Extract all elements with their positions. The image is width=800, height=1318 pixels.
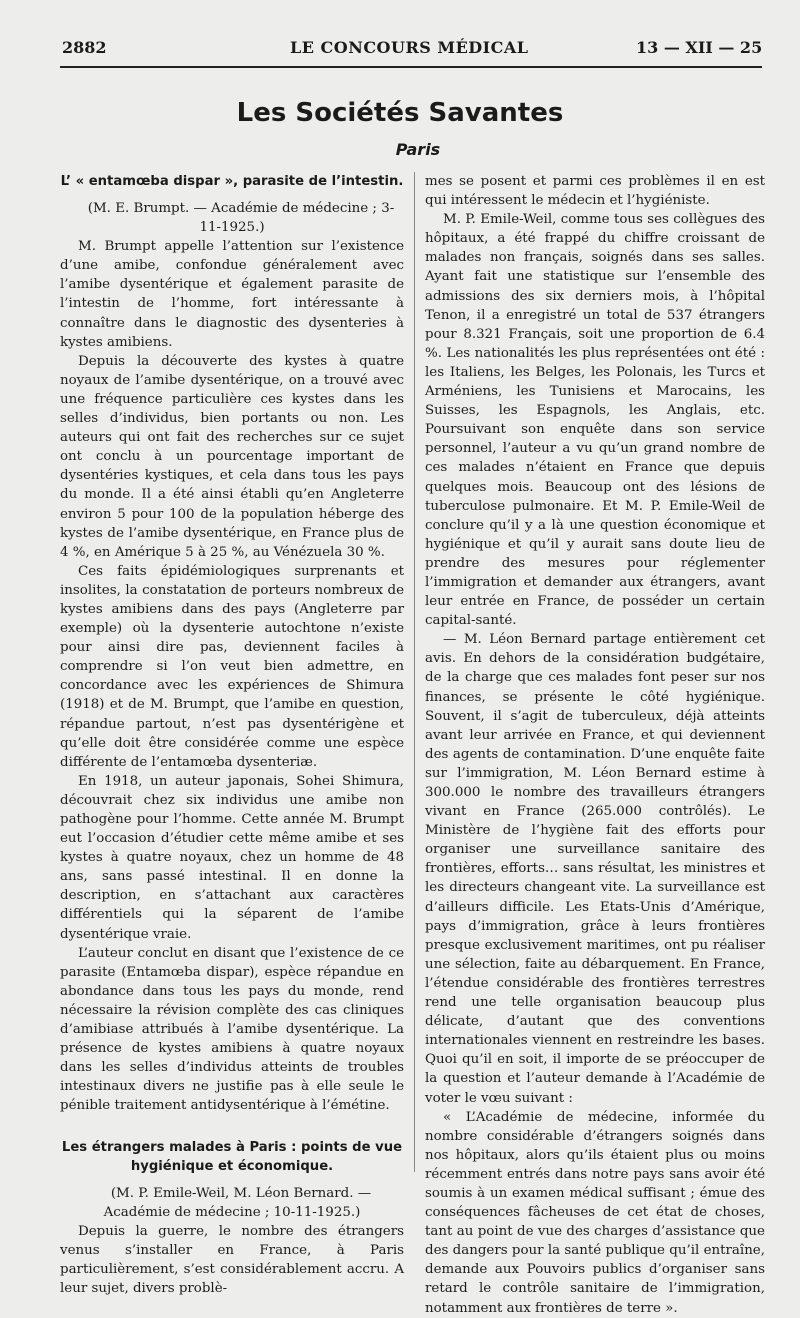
page-number: 2882 — [62, 38, 107, 57]
article-1-title: L’ « entamœba dispar », parasite de l’intestin. — [60, 174, 404, 189]
left-column — [60, 172, 404, 1298]
column-divider — [414, 172, 415, 1172]
article-1-source: (M. E. Brumpt. — Académie de médecine ; 3-11-1925.) — [87, 201, 395, 236]
journal-title: LE CONCOURS MÉDICAL — [290, 38, 529, 57]
article-2-paragraph: — M. Léon Bernard partage entièrement cet avis. En dehors de la considération budgétaire, de la charge que ces malades font peser sur nos finances, se présente le côté hygiénique. Souvent, il s’agit de tuberculeux, déjà atteints avant leur arrivée en France, et qui deviennent des agents de contamination. D’une enquête faite sur l’immigration, M. Léon Bernard estime à 300.000 le nombre des travailleurs étrangers vivant en France (265.000 contrôlés). Le Ministère de l’hygiène fait des efforts pour organiser une surveillance sanitaire des frontières, efforts… sans résultat, les ministres et les directeurs changeant vite. La surveillance est d’ailleurs difficile. Les Etats-Unis d’Amérique, pays d’immigration, grâce à leurs frontières presque exclusivement maritimes, ont pu réaliser une sélection, faite au débarquement. En France, l’étendue considérable des frontières terrestres rend une telle organisation beaucoup plus délicate, d’autant que des conventions internationales viennent en restreindre les bases. Quoi qu’il en soit, il importe de se préoccuper de la question et l’auteur demande à l’Académie de voter le vœu suivant : — [425, 632, 765, 1106]
article-1-paragraph: Depuis la découverte des kystes à quatre noyaux de l’amibe dysentérique, on a trouvé avec une fréquence particulière ces kystes dans les selles d’individus, bien portants ou non. Les auteurs qui ont fait des recherches sur ce sujet ont conclu à un pourcentage important de dysentéries kystiques, et cela dans tous les pays du monde. Il a été ainsi établi qu’en Angleterre environ 5 pour 100 de la population héberge des kystes de l’amibe dysentérique, en France plus de 4 %, en Amérique 5 à 25 %, au Vénézuela 30 %. — [60, 353, 404, 560]
article-2-paragraph: mes se posent et parmi ces problèmes il en est qui intéressent le médecin et l’hygiéniste. — [425, 174, 765, 209]
section-title: Les Sociétés Savantes — [236, 98, 564, 128]
article-2-title: Les étrangers malades à Paris : points de vue hygiénique et économique. — [61, 1139, 403, 1174]
article-gap — [60, 1116, 404, 1138]
article-1-paragraph: Ces faits épidémiologiques surprenants et insolites, la constatation de porteurs nombreux de kystes amibiens dans des pays (Angleterre par exemple) où la dysenterie autochtone n’existe pour ainsi dire pas, deviennent faciles à comprendre si l’on veut bien admettre, en concordance avec les expériences de Shimura (1918) et de M. Brumpt, que l’amibe en question, répandue partout, n’est pas dysentérigène et qu’elle doit être considérée comme une espèce différente de l’entamœba dysenteriæ. — [60, 563, 404, 770]
article-1-paragraph: M. Brumpt appelle l’attention sur l’existence d’une amibe, confondue généralement avec l’amibe dysentérique et également parasite de l’intestin de l’homme, fort intéressante à connaître dans le diagnostic des dysenteries à kystes amibiens. — [60, 239, 404, 350]
article-2-source: (M. P. Emile-Weil, M. Léon Bernard. — Académie de médecine ; 10-11-1925.) — [103, 1185, 372, 1220]
article-1-paragraph: En 1918, un auteur japonais, Sohei Shimura, découvrait chez six individus une amibe non pathogène pour l’homme. Cette année M. Brumpt eut l’occasion d’étudier cette même amibe et ses kystes à quatre noyaux, chez un homme de 48 ans, sans passé intestinal. Il en donne la description, en s’attachant aux caractères différentiels qui la séparent de l’amibe dysentérique vraie. — [60, 773, 404, 942]
article-2-quote: « L’Académie de médecine, informée du nombre considérable d’étrangers soignés dans nos hôpitaux, alors qu’ils étaient plus ou moins récemment entrés dans notre pays sans avoir été soumis à un examen médical suffisant ; émue des conséquences fâcheuses de cet état de choses, tant au point de vue des charges d’assistance que des dangers pour la santé publique qu’il entraîne, demande aux Pouvoirs publics d’organiser sans retard le contrôle sanitaire de l’immigration, notamment aux frontières de terre ». — [425, 1109, 765, 1316]
issue-date: 13 — XII — 25 — [636, 38, 763, 57]
article-2-paragraph: Depuis la guerre, le nombre des étrangers venus s’installer en France, à Paris particulièrement, s’est considérablement accru. A leur sujet, divers problè- — [60, 1223, 404, 1296]
section-subtitle: Paris — [395, 140, 441, 159]
right-column — [425, 172, 765, 1318]
header-rule — [60, 66, 762, 68]
article-2-paragraph: M. P. Emile-Weil, comme tous ses collègues des hôpitaux, a été frappé du chiffre croissant de malades non français, soignés dans ses salles. Ayant fait une statistique sur l’ensemble des admissions des six derniers mois, à l’hôpital Tenon, il a enregistré un total de 537 étrangers pour 8.321 Français, soit une proportion de 6.4 %. Les nationalités les plus représentées ont été : les Italiens, les Belges, les Polonais, les Turcs et Arméniens, les Tunisiens et Marocains, les Suisses, les Espagnols, les Anglais, etc. Poursuivant son enquête dans son service personnel, l’auteur a vu qu’un grand nombre de ces malades n’étaient en France que depuis quelques mois. Beaucoup ont des lésions de tuberculose pulmonaire. Et M. P. Emile-Weil de conclure qu’il y a là une question économique et hygiénique et qu’il y aurait sans doute lieu de prendre des mesures pour réglementer l’immigration et demander aux étrangers, avant leur entrée en France, de posséder un certain capital-santé. — [425, 212, 765, 629]
article-1-paragraph: L’auteur conclut en disant que l’existence de ce parasite (Entamœba dispar), espèce répandue en abondance dans tous les pays du monde, rend nécessaire la révision complète des cas cliniques d’amibiase attribués à l’amibe dysentérique. La présence de kystes amibiens à quatre noyaux dans les selles d’individus atteints de troubles intestinaux divers ne justifie pas à elle seule le pénible traitement antidysentérique à l’émétine. — [60, 945, 404, 1114]
